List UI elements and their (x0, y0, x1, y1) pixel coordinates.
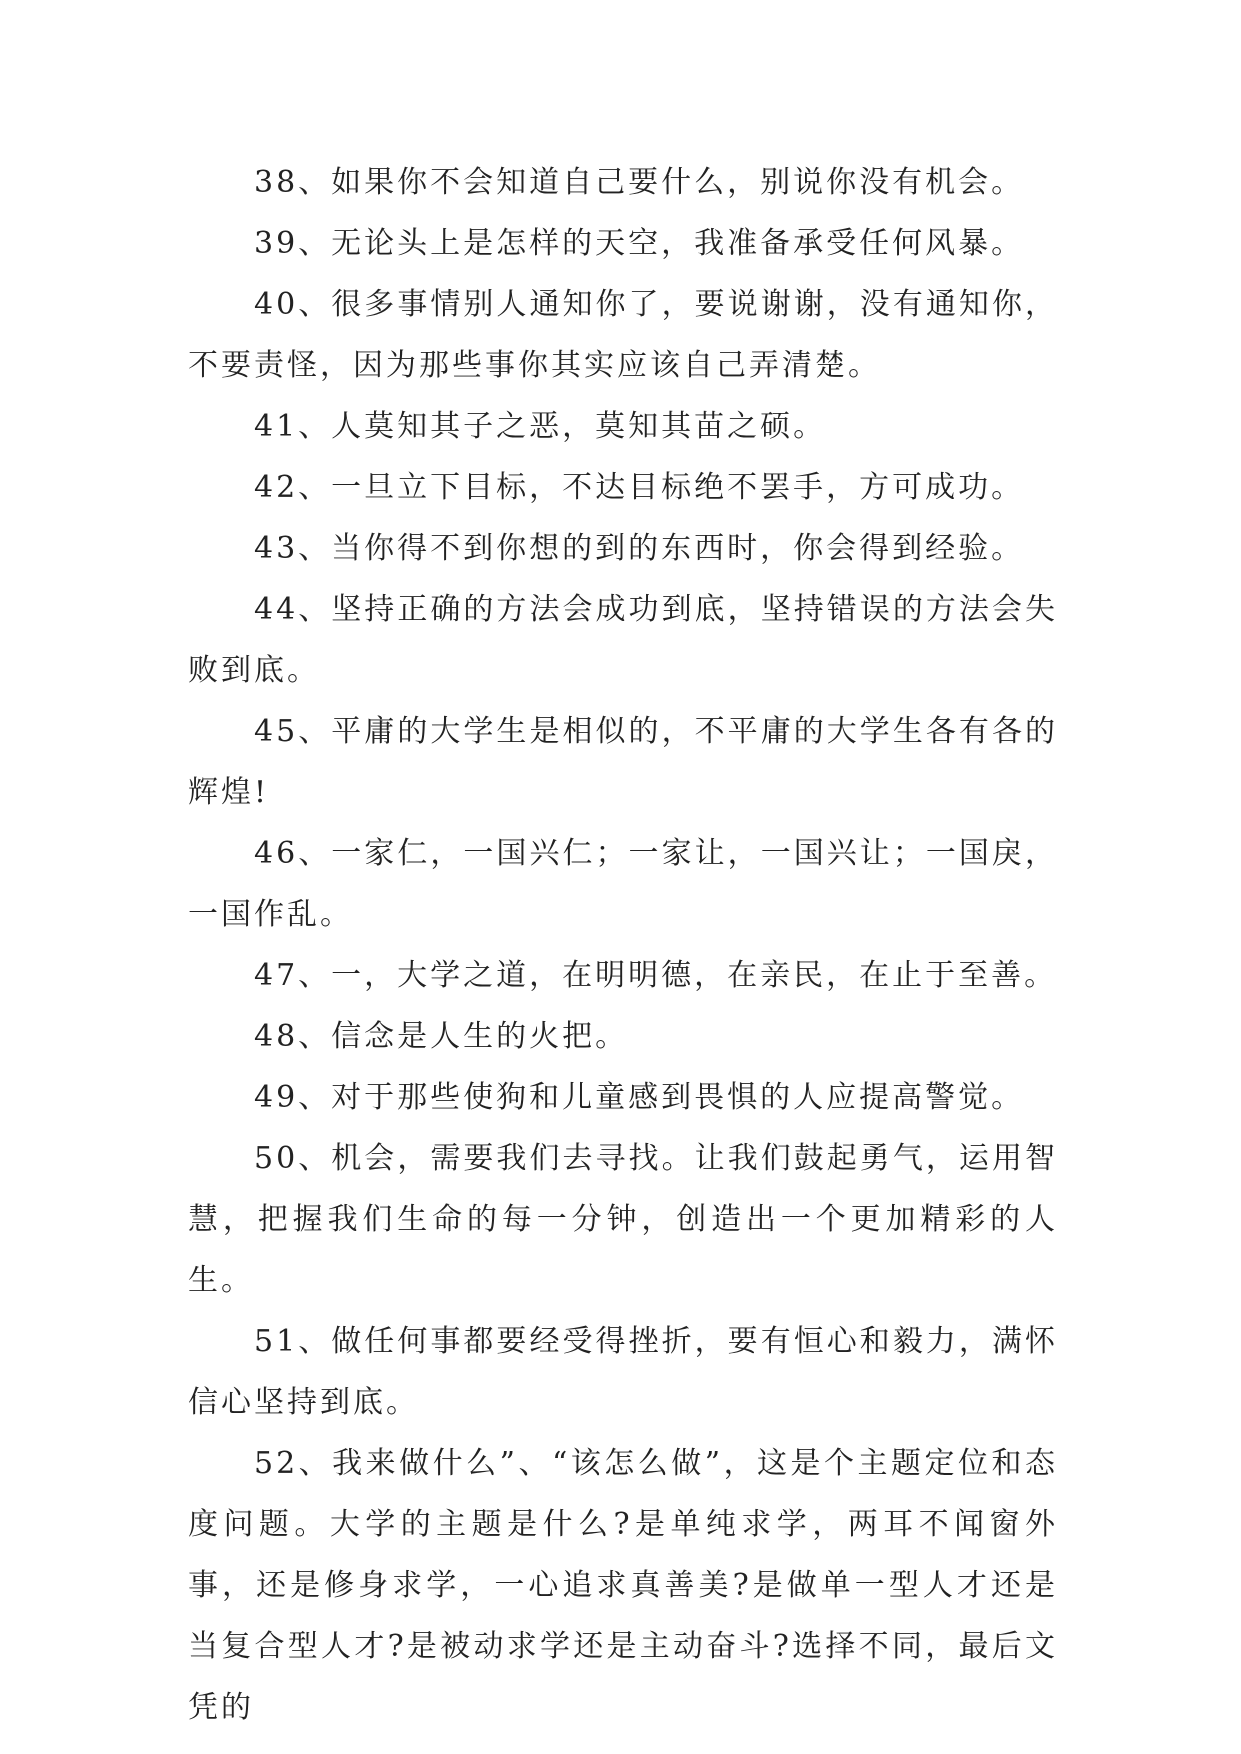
paragraph-47: 47、一，大学之道，在明明德，在亲民，在止于至善。 (254, 958, 1058, 993)
paragraph-49: 49、对于那些使狗和儿童感到畏惧的人应提高警觉。 (254, 1080, 1025, 1115)
document-body (188, 152, 1058, 1738)
paragraph-52: 52、我来做什么”、“该怎么做”，这是个主题定位和态度问题。大学的主题是什么?是单纯求学，两耳不闻窗外事，还是修身求学，一心追求真善美?是做单一型人才还是当复合型人才?是被动求学还是主动奋斗?选择不同，最后文凭的 (188, 1446, 1058, 1725)
paragraph-40: 40、很多事情别人通知你了，要说谢谢，没有通知你，不要责怪，因为那些事你其实应该自己弄清楚。 (188, 287, 1058, 383)
paragraph-48: 48、信念是人生的火把。 (254, 1019, 629, 1054)
paragraph-38: 38、如果你不会知道自己要什么，别说你没有机会。 (254, 165, 1025, 200)
paragraph-39: 39、无论头上是怎样的天空，我准备承受任何风暴。 (254, 226, 1025, 261)
paragraph-42: 42、一旦立下目标，不达目标绝不罢手，方可成功。 (254, 470, 1025, 505)
paragraph-41: 41、人莫知其子之恶，莫知其苗之硕。 (254, 409, 827, 444)
paragraph-50: 50、机会，需要我们去寻找。让我们鼓起勇气，运用智慧，把握我们生命的每一分钟，创造出一个更加精彩的人生。 (188, 1141, 1058, 1298)
paragraph-44: 44、坚持正确的方法会成功到底，坚持错误的方法会失败到底。 (188, 592, 1058, 688)
paragraph-45: 45、平庸的大学生是相似的，不平庸的大学生各有各的辉煌! (188, 714, 1058, 810)
paragraph-46: 46、一家仁，一国兴仁；一家让，一国兴让；一国戾，一国作乱。 (188, 836, 1058, 932)
paragraph-43: 43、当你得不到你想的到的东西时，你会得到经验。 (254, 531, 1025, 566)
paragraph-51: 51、做任何事都要经受得挫折，要有恒心和毅力，满怀信心坚持到底。 (188, 1324, 1058, 1420)
